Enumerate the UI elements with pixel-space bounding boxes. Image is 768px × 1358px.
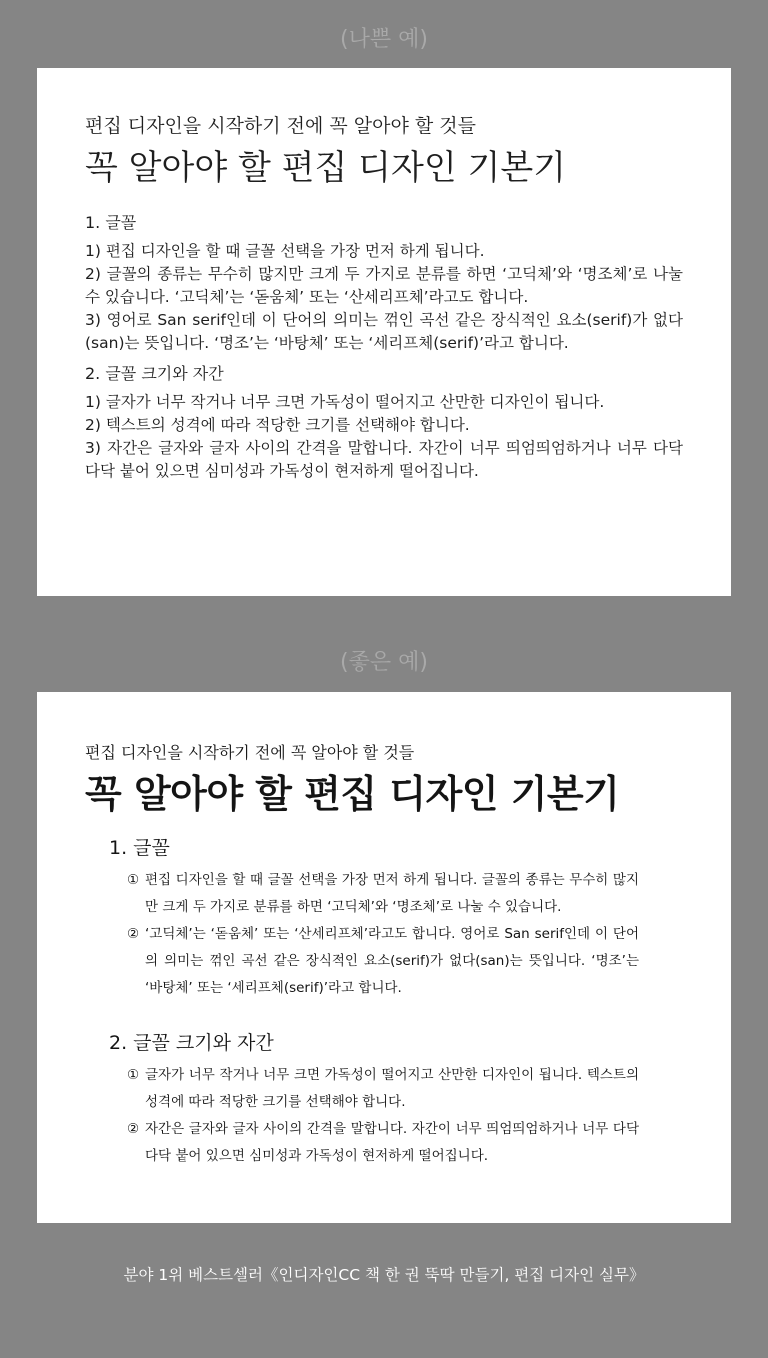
bad-title: 꼭 알아야 할 편집 디자인 기본기 bbox=[85, 148, 567, 188]
list-item: 3) 자간은 글자와 글자 사이의 간격을 말합니다. 자간이 너무 띄엄띄엄하거나 너무 다닥다닥 붙어 있으면 심미성과 가독성이 현저하게 떨어집니다. bbox=[85, 439, 683, 480]
list-item bbox=[127, 1116, 639, 1170]
list-item bbox=[127, 1062, 639, 1116]
item-number: ② bbox=[127, 926, 140, 942]
bad-example-label: (나쁜 예) bbox=[340, 27, 428, 52]
item-text: 편집 디자인을 할 때 글꼴 선택을 가장 먼저 하게 됩니다. 글꼴의 종류는 무수히 많지만 크게 두 가지로 분류를 하면 ‘고딕체’와 ‘명조체’로 나눌 수 있습니다. bbox=[145, 872, 639, 915]
list-item: 1) 글자가 너무 작거나 너무 크면 가독성이 떨어지고 산만한 디자인이 됩니다. bbox=[85, 393, 605, 411]
bad-section1-heading: 1. 글꼴 bbox=[85, 213, 137, 232]
good-section2-list bbox=[127, 1062, 639, 1170]
list-item bbox=[127, 867, 639, 921]
good-section1-list bbox=[127, 867, 639, 1002]
bad-example-panel bbox=[37, 68, 731, 596]
good-example-panel bbox=[37, 692, 731, 1223]
bad-subtitle: 편집 디자인을 시작하기 전에 꼭 알아야 할 것들 bbox=[85, 115, 477, 137]
item-number: ① bbox=[127, 872, 140, 888]
good-example-label: (좋은 예) bbox=[340, 650, 428, 675]
good-section2-heading: 2. 글꼴 크기와 자간 bbox=[109, 1032, 274, 1054]
list-item: 3) 영어로 San serif인데 이 단어의 의미는 꺾인 곡선 같은 장식적인 요소(serif)가 없다(san)는 뜻입니다. ‘명조’는 ‘바탕체’ 또는 ‘세리프체(serif)’라고 합니다. bbox=[85, 311, 683, 352]
item-number: ② bbox=[127, 1121, 140, 1137]
list-item: 2) 글꼴의 종류는 무수히 많지만 크게 두 가지로 분류를 하면 ‘고딕체’와 ‘명조체’로 나눌 수 있습니다. ‘고딕체’는 ‘돋움체’ 또는 ‘산세리프체’라고도 합니다. bbox=[85, 265, 683, 306]
bad-section2-body bbox=[85, 391, 683, 483]
good-section1-heading: 1. 글꼴 bbox=[109, 837, 170, 859]
item-text: ‘고딕체’는 ‘돋움체’ 또는 ‘산세리프체’라고도 합니다. 영어로 San serif인데 이 단어의 의미는 꺾인 곡선 같은 장식적인 요소(serif)가 없다(san)는 뜻입니다. ‘명조’는 ‘바탕체’ 또는 ‘세리프체(serif)’라고 합니다. bbox=[145, 926, 639, 996]
item-text: 글자가 너무 작거나 너무 크면 가독성이 떨어지고 산만한 디자인이 됩니다. 텍스트의 성격에 따라 적당한 크기를 선택해야 합니다. bbox=[145, 1067, 639, 1110]
list-item: 2) 텍스트의 성격에 따라 적당한 크기를 선택해야 합니다. bbox=[85, 416, 470, 434]
item-text: 자간은 글자와 글자 사이의 간격을 말합니다. 자간이 너무 띄엄띄엄하거나 너무 다닥다닥 붙어 있으면 심미성과 가독성이 현저하게 떨어집니다. bbox=[145, 1121, 639, 1164]
bad-section2-heading: 2. 글꼴 크기와 자간 bbox=[85, 364, 224, 383]
list-item: 1) 편집 디자인을 할 때 글꼴 선택을 가장 먼저 하게 됩니다. bbox=[85, 242, 485, 260]
list-item bbox=[127, 921, 639, 1002]
footer-caption: 분야 1위 베스트셀러《인디자인CC 책 한 권 뚝딱 만들기, 편집 디자인 실무》 bbox=[123, 1266, 645, 1284]
item-number: ① bbox=[127, 1067, 140, 1083]
bad-section1-body bbox=[85, 240, 683, 355]
good-title: 꼭 알아야 할 편집 디자인 기본기 bbox=[85, 772, 620, 816]
good-subtitle: 편집 디자인을 시작하기 전에 꼭 알아야 할 것들 bbox=[85, 743, 415, 762]
